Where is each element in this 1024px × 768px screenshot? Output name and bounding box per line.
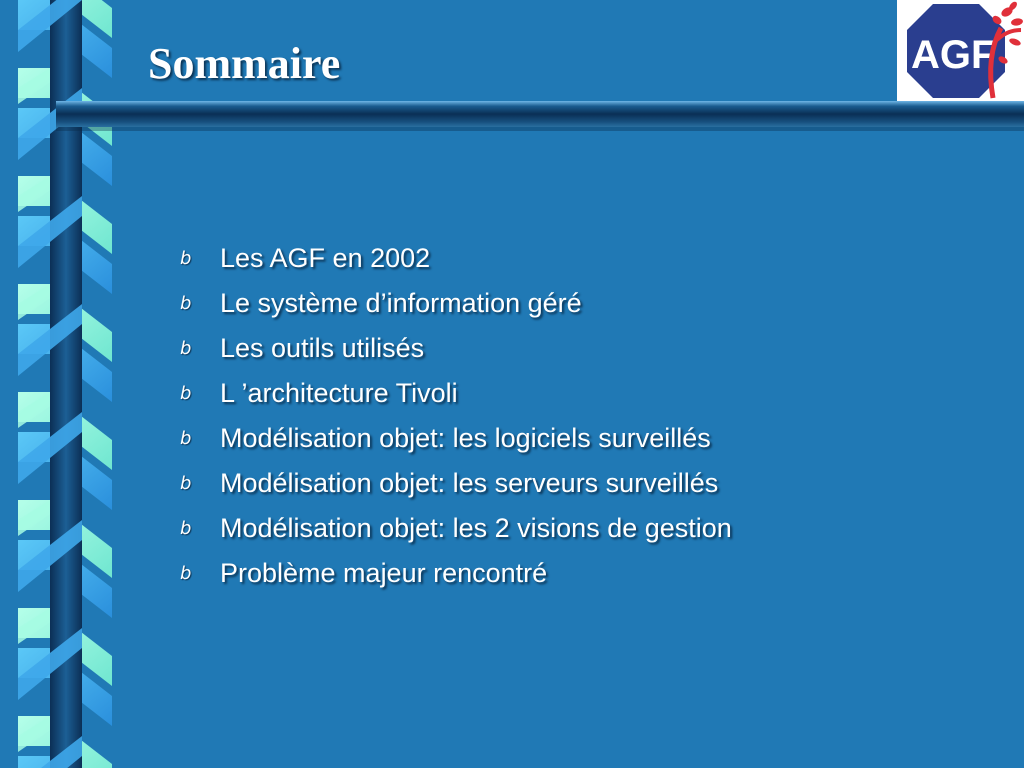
list-item xyxy=(180,551,732,596)
list-item xyxy=(180,236,732,281)
list-item-text: Modélisation objet: les 2 visions de gestion xyxy=(220,513,732,543)
bullet-glyph-icon: b xyxy=(180,293,192,314)
list-item-text: Modélisation objet: les logiciels surveillés xyxy=(220,423,711,453)
list-item xyxy=(180,371,732,416)
list-item-text: Problème majeur rencontré xyxy=(220,558,548,588)
bullet-glyph-icon: b xyxy=(180,563,192,584)
list-item xyxy=(180,326,732,371)
list-item-text: Les AGF en 2002 xyxy=(220,243,431,273)
slide-title: Sommaire xyxy=(148,39,341,88)
list-item xyxy=(180,416,732,461)
bullet-glyph-icon: b xyxy=(180,428,192,449)
title-underline-bar xyxy=(56,101,1024,127)
list-item-text: Modélisation objet: les serveurs surveillés xyxy=(220,468,719,498)
list-item xyxy=(180,506,732,551)
bullet-glyph-icon: b xyxy=(180,338,192,359)
list-item-text: Les outils utilisés xyxy=(220,333,425,363)
bullet-glyph-icon: b xyxy=(180,383,192,404)
list-item-text: Le système d’information géré xyxy=(220,288,582,318)
list-item xyxy=(180,461,732,506)
title-underline-shadow xyxy=(56,127,1024,131)
agf-logo-text: AGF xyxy=(911,33,996,77)
list-item-text: L ’architecture Tivoli xyxy=(220,378,458,408)
agf-logo xyxy=(897,0,1024,101)
agenda-list xyxy=(180,236,732,596)
bullet-glyph-icon: b xyxy=(180,248,192,269)
list-item xyxy=(180,281,732,326)
bullet-glyph-icon: b xyxy=(180,473,192,494)
bullet-glyph-icon: b xyxy=(180,518,192,539)
